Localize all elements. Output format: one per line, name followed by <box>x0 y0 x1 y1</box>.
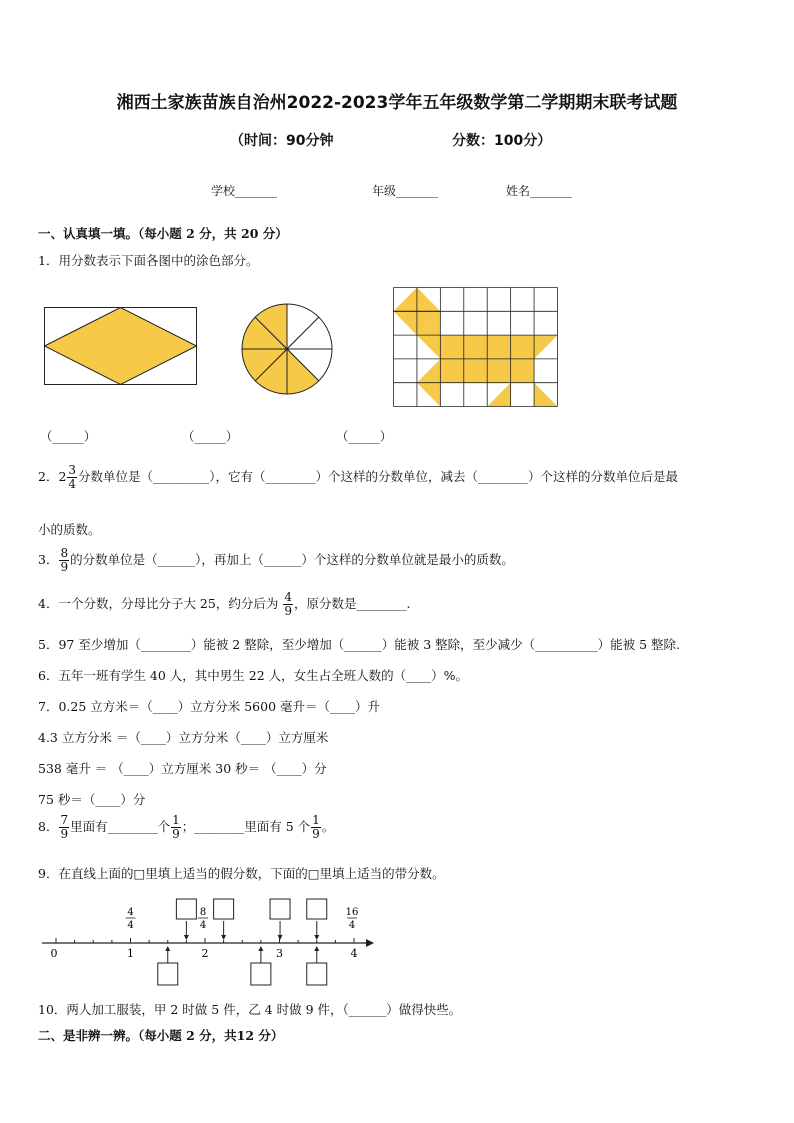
question-6: 6．五年一班有学生 40 人，其中男生 22 人，女生占全班人数的（____）%。 <box>38 668 469 683</box>
q8-numerator-1: 7 <box>60 813 69 827</box>
q3-numerator: 8 <box>60 546 69 560</box>
q8-numerator-3: 1 <box>312 813 320 827</box>
question-7-line-2: 4.3 立方分米 ＝（____）立方分米（____）立方厘米 <box>38 730 329 745</box>
fraction-4-4-denominator: 4 <box>127 920 134 931</box>
answer-box-bottom[interactable] <box>158 963 178 985</box>
exam-score: 分数：100分） <box>452 133 552 149</box>
answer-blank-2[interactable]: （_____） <box>182 429 239 444</box>
q8-fraction-3 <box>311 814 321 841</box>
number-line-label: 1 <box>127 947 134 960</box>
q8-numerator-2: 1 <box>172 813 180 827</box>
answer-blank-3[interactable]: （_____） <box>336 429 393 444</box>
q3-denominator: 9 <box>60 560 69 574</box>
number-line-label: 2 <box>201 947 209 960</box>
question-7-line-1: 7．0.25 立方米＝（____）立方分米 5600 毫升＝（____）升 <box>38 699 381 714</box>
section-2-heading: 二、是非辨一辨。（每小题 2 分，共12 分） <box>38 1028 284 1043</box>
answer-box-top[interactable] <box>176 899 196 919</box>
question-8 <box>38 814 334 841</box>
answer-blank-1[interactable]: （_____） <box>40 429 97 444</box>
grade-field: 年级_______ <box>372 184 439 198</box>
q4-text-a: 4．一个分数，分母比分子大 25，约分后为 <box>38 596 279 611</box>
fraction-16-4-denominator: 4 <box>348 920 356 931</box>
question-10: 10．两人加工服装，甲 2 时做 5 件，乙 4 时做 9 件，（______）做得快些。 <box>38 1002 462 1017</box>
answer-box-bottom[interactable] <box>307 963 327 985</box>
question-7-line-3: 538 毫升 ＝ （____）立方厘米 30 秒＝ （____）分 <box>38 761 327 776</box>
arrow-icon <box>314 935 319 940</box>
arrow-icon <box>221 935 226 940</box>
q8-text-b: ；________里面有 5 个 <box>181 819 311 834</box>
q4-text-b: ，原分数是________. <box>293 596 411 611</box>
q8-denominator-2: 9 <box>172 827 180 841</box>
answer-box-top[interactable] <box>307 899 327 919</box>
question-5: 5．97 至少增加（________）能被 2 整除，至少增加（______）能被 3 整除，至少减少（__________）能被 5 整除. <box>38 637 681 652</box>
question-4 <box>38 591 410 618</box>
number-line-label: 0 <box>50 947 58 960</box>
q8-fraction-2 <box>171 814 181 841</box>
circle-figure <box>240 302 334 396</box>
arrow-icon <box>165 946 170 951</box>
question-2 <box>38 464 678 491</box>
grid-figure <box>392 286 560 408</box>
q4-denominator: 9 <box>284 604 292 618</box>
q8-number: 8． <box>38 819 59 834</box>
answer-box-top[interactable] <box>214 899 234 919</box>
section-1-heading: 一、认真填一填。（每小题 2 分，共 20 分） <box>38 226 288 241</box>
q8-fraction-1 <box>59 814 69 841</box>
answer-box-top[interactable] <box>270 899 290 919</box>
fraction-8-4-denominator: 4 <box>199 920 207 931</box>
answer-box-bottom[interactable] <box>251 963 271 985</box>
arrow-icon <box>366 939 374 947</box>
question-2-cont: 小的质数。 <box>38 522 101 537</box>
q8-text-a: 里面有________个 <box>70 819 171 834</box>
grid-shaded-region <box>534 383 557 407</box>
q2-numerator: 3 <box>68 463 77 477</box>
q2-denominator: 4 <box>68 477 77 491</box>
q4-fraction <box>283 591 293 618</box>
grid-shaded-region <box>417 383 440 407</box>
fraction-16-4-numerator: 16 <box>345 907 359 918</box>
number-line-label: 3 <box>276 947 283 960</box>
grid-shaded-region <box>487 383 510 407</box>
q2-whole: 2 <box>58 469 67 484</box>
q3-number: 3． <box>38 552 59 567</box>
arrow-icon <box>314 946 319 951</box>
q8-denominator-3: 9 <box>312 827 320 841</box>
arrow-icon <box>258 946 263 951</box>
number-line-label: 4 <box>350 947 358 960</box>
q3-fraction <box>59 547 69 574</box>
fraction-8-4-numerator: 8 <box>199 907 207 918</box>
page-title: 湘西土家族苗族自治州2022-2023学年五年级数学第二学期期末联考试题 <box>116 93 678 113</box>
arrow-icon <box>184 935 189 940</box>
fraction-4-4-numerator: 4 <box>127 907 134 918</box>
question-7-line-4: 75 秒＝（____）分 <box>38 792 146 807</box>
rhombus-figure <box>44 307 199 387</box>
q3-text: 的分数单位是（______），再加上（______）个这样的分数单位就是最小的质数。 <box>70 552 514 567</box>
q4-numerator: 4 <box>284 590 292 604</box>
question-3 <box>38 547 514 574</box>
question-9: 9．在直线上面的□里填上适当的假分数，下面的□里填上适当的带分数。 <box>38 866 445 881</box>
q2-fraction <box>67 464 77 491</box>
q8-text-c: 。 <box>321 819 335 834</box>
number-line <box>40 895 380 990</box>
arrow-icon <box>278 935 283 940</box>
question-1: 1．用分数表示下面各图中的涂色部分。 <box>38 253 259 268</box>
name-field: 姓名_______ <box>506 184 573 198</box>
q2-text: 分数单位是（_________），它有（________）个这样的分数单位，减去（________）个这样的分数单位后是最 <box>78 469 679 484</box>
exam-time: （时间：90分钟 <box>230 133 334 149</box>
q8-denominator-1: 9 <box>60 827 69 841</box>
q2-number: 2． <box>38 469 59 484</box>
school-field: 学校_______ <box>211 184 278 198</box>
